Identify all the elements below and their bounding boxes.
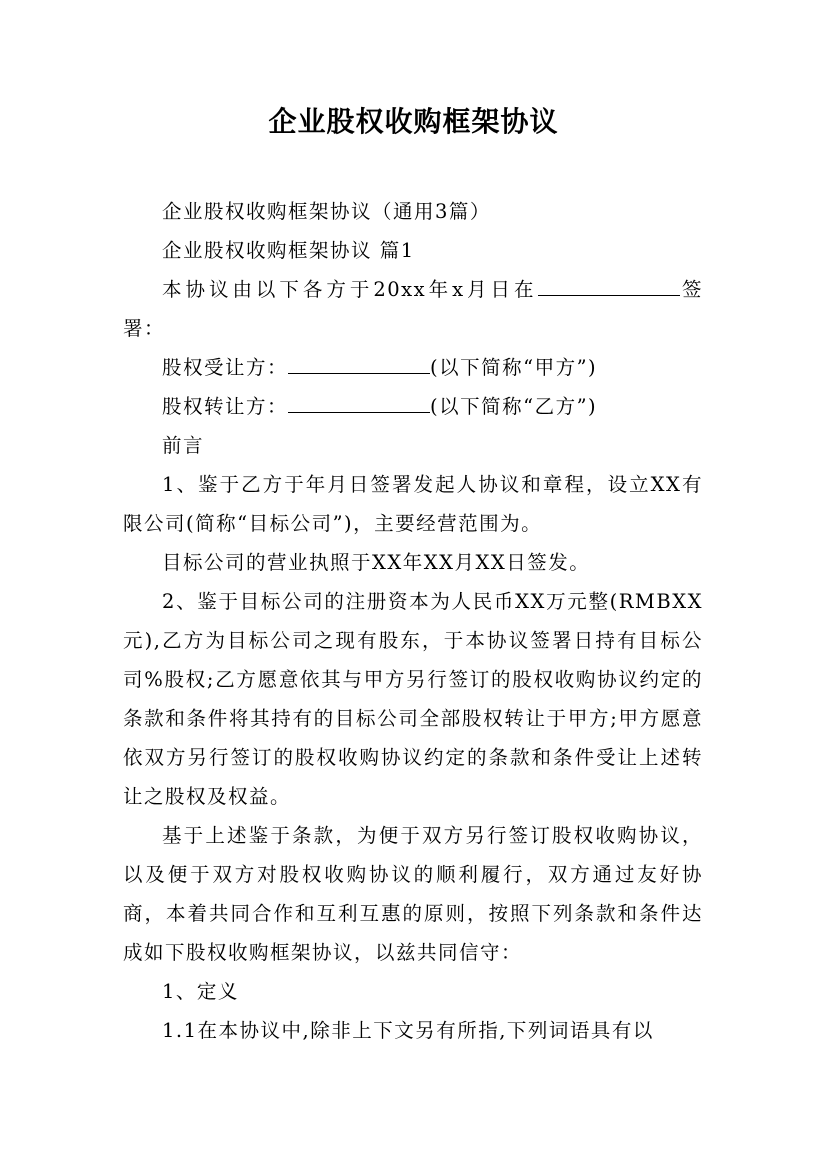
paragraph-clause-1-1: 1.1在本协议中,除非上下文另有所指,下列词语具有以 — [162, 1019, 654, 1042]
paragraph-license: 目标公司的营业执照于XX年XX月XX日签发。 — [162, 551, 591, 574]
document-body — [123, 192, 703, 1050]
transferor-blank — [288, 388, 430, 413]
paragraph-recital-1: 1、鉴于乙方于年月日签署发起人协议和章程，设立XX有限公司(简称“目标公司”)，主要经营范围为。 — [123, 473, 703, 535]
signing-text-end: 签署： — [123, 278, 703, 340]
signing-text: 本协议由以下各方于20xx年x月日在 — [162, 278, 538, 301]
paragraph-subtitle: 企业股权收购框架协议（通用3篇） — [162, 200, 491, 223]
transferee-blank — [288, 349, 430, 374]
transferor-note: (以下简称“乙方”) — [430, 395, 598, 418]
document-title: 企业股权收购框架协议 — [268, 105, 559, 138]
paragraph-part-heading: 企业股权收购框架协议 篇1 — [162, 239, 415, 262]
transferee-label: 股权受让方： — [162, 356, 289, 379]
paragraph-transferor — [123, 387, 703, 426]
paragraph-section-definitions: 1、定义 — [162, 980, 239, 1003]
paragraph-transferee — [123, 348, 703, 387]
transferee-note: (以下简称“甲方”) — [430, 356, 598, 379]
paragraph-signing-place — [123, 270, 703, 348]
paragraph-preface: 前言 — [162, 434, 205, 457]
paragraph-recital-2: 2、鉴于目标公司的注册资本为人民币XX万元整(RMBXX元),乙方为目标公司之现有股东，于本协议签署日持有目标公司%股权;乙方愿意依其与甲方另行签订的股权收购协议约定的条款和条件将其持有的目标公司全部股权转让于甲方;甲方愿意依双方另行签订的股权收购协议约定的条款和条件受让上述转让之股权及权益。 — [123, 590, 703, 808]
signing-place-blank — [538, 271, 680, 296]
paragraph-basis: 基于上述鉴于条款，为便于双方另行签订股权收购协议，以及便于双方对股权收购协议的顺利履行，双方通过友好协商，本着共同合作和互利互惠的原则，按照下列条款和条件达成如下股权收购框架协议，以兹共同信守： — [123, 824, 703, 964]
transferor-label: 股权转让方： — [162, 395, 289, 418]
